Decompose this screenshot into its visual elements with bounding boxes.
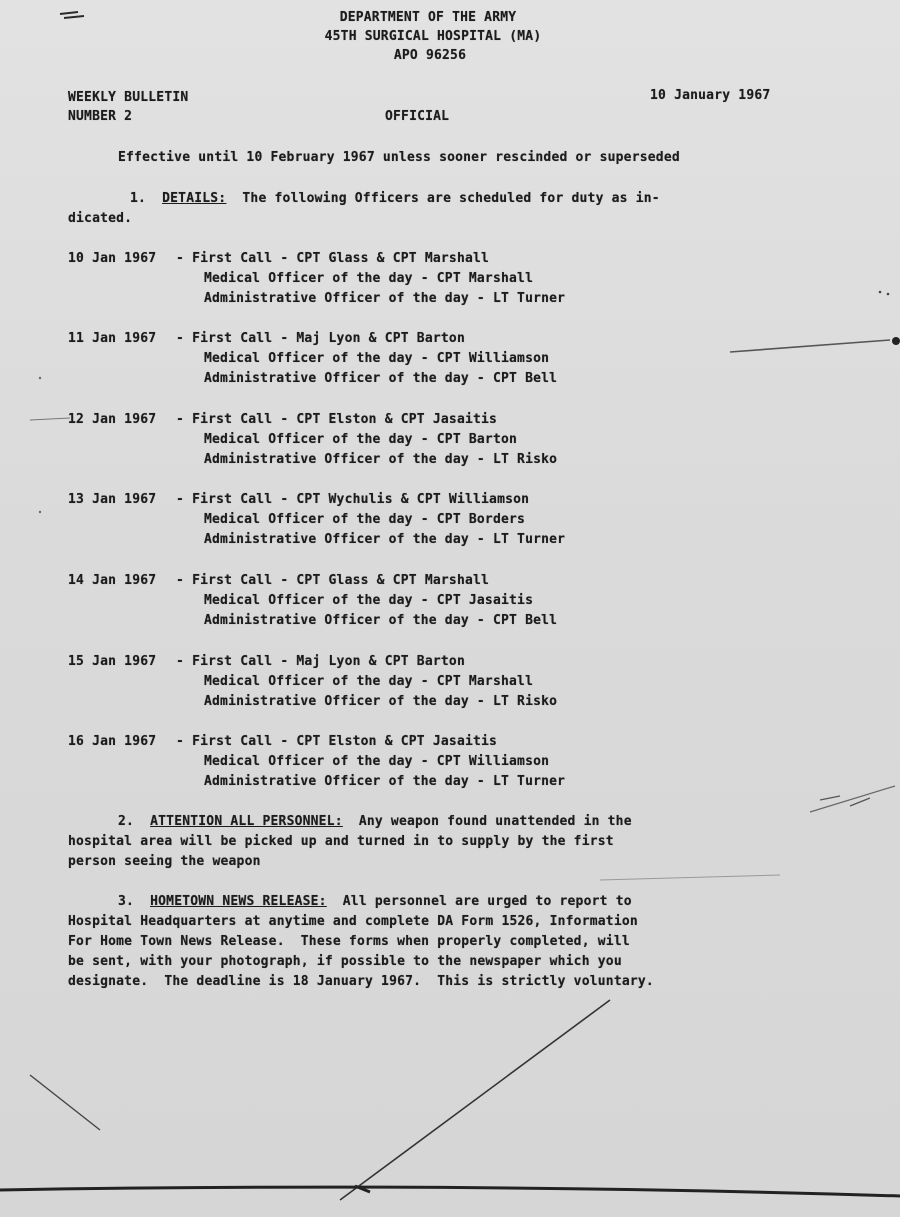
schedule-medical-officer: Medical Officer of the day - CPT Jasaitis <box>204 593 534 608</box>
section-1-heading-line <box>130 189 660 209</box>
schedule-date: 16 Jan 1967 <box>68 734 157 749</box>
section-1-heading: DETAILS: <box>162 191 227 206</box>
schedule-first-call: - First Call - Maj Lyon & CPT Barton <box>176 654 465 669</box>
section-3-text-line-2: Hospital Headquarters at anytime and complete DA Form 1526, Information <box>68 914 638 929</box>
schedule-admin-officer: Administrative Officer of the day - LT Turner <box>204 532 566 547</box>
schedule-first-call: - First Call - CPT Wychulis & CPT Williamson <box>176 492 530 507</box>
schedule-first-call: - First Call - CPT Glass & CPT Marshall <box>176 251 490 266</box>
header-department: DEPARTMENT OF THE ARMY <box>339 10 517 25</box>
schedule-admin-officer: Administrative Officer of the day - LT Turner <box>204 774 566 789</box>
section-3-text-line-5: designate. The deadline is 18 January 1967. This is strictly voluntary. <box>68 974 654 989</box>
schedule-first-call: - First Call - Maj Lyon & CPT Barton <box>176 331 465 346</box>
schedule-medical-officer: Medical Officer of the day - CPT Barton <box>204 432 518 447</box>
section-1-number: 1. <box>130 191 147 206</box>
schedule-date: 13 Jan 1967 <box>68 492 157 507</box>
schedule-admin-officer: Administrative Officer of the day - CPT Bell <box>204 371 558 386</box>
schedule-date: 10 Jan 1967 <box>68 251 157 266</box>
section-3-heading: HOMETOWN NEWS RELEASE: <box>150 894 327 909</box>
header-apo: APO 96256 <box>393 48 467 63</box>
bulletin-label: WEEKLY BULLETIN <box>68 90 189 105</box>
section-3-text-line-4: be sent, with your photograph, if possible to the newspaper which you <box>68 954 622 969</box>
schedule-medical-officer: Medical Officer of the day - CPT Williamson <box>204 754 550 769</box>
schedule-medical-officer: Medical Officer of the day - CPT Marshall <box>204 271 534 286</box>
schedule-date: 14 Jan 1967 <box>68 573 157 588</box>
section-2-heading-line <box>118 812 632 832</box>
header-unit: 45TH SURGICAL HOSPITAL (MA) <box>324 29 542 44</box>
schedule-admin-officer: Administrative Officer of the day - CPT Bell <box>204 613 558 628</box>
schedule-first-call: - First Call - CPT Glass & CPT Marshall <box>176 573 490 588</box>
schedule-admin-officer: Administrative Officer of the day - LT Risko <box>204 452 558 467</box>
schedule-admin-officer: Administrative Officer of the day - LT Turner <box>204 291 566 306</box>
schedule-date: 15 Jan 1967 <box>68 654 157 669</box>
section-3-number: 3. <box>118 894 135 909</box>
schedule-first-call: - First Call - CPT Elston & CPT Jasaitis <box>176 412 498 427</box>
bulletin-date: 10 January 1967 <box>650 88 771 103</box>
schedule-date: 12 Jan 1967 <box>68 412 157 427</box>
bulletin-number: NUMBER 2 <box>68 109 133 124</box>
section-3-heading-line <box>118 892 632 912</box>
section-1-text: The following Officers are scheduled for duty as in- <box>242 191 660 206</box>
effective-line: Effective until 10 February 1967 unless sooner rescinded or superseded <box>118 150 680 165</box>
schedule-first-call: - First Call - CPT Elston & CPT Jasaitis <box>176 734 498 749</box>
section-2-text: Any weapon found unattended in the <box>358 814 632 829</box>
classification: OFFICIAL <box>385 109 450 124</box>
schedule-medical-officer: Medical Officer of the day - CPT Marshall <box>204 674 534 689</box>
section-3-text: All personnel are urged to report to <box>342 894 632 909</box>
schedule-medical-officer: Medical Officer of the day - CPT Borders <box>204 512 526 527</box>
section-3-text-line-3: For Home Town News Release. These forms when properly completed, will <box>68 934 630 949</box>
schedule-admin-officer: Administrative Officer of the day - LT Risko <box>204 694 558 709</box>
section-1-text-cont: dicated. <box>68 211 133 226</box>
schedule-medical-officer: Medical Officer of the day - CPT Williamson <box>204 351 550 366</box>
section-2-text-line-2: hospital area will be picked up and turned in to supply by the first <box>68 834 614 849</box>
section-2-number: 2. <box>118 814 135 829</box>
section-2-text-line-3: person seeing the weapon <box>68 854 261 869</box>
section-2-heading: ATTENTION ALL PERSONNEL: <box>150 814 343 829</box>
schedule-date: 11 Jan 1967 <box>68 331 157 346</box>
